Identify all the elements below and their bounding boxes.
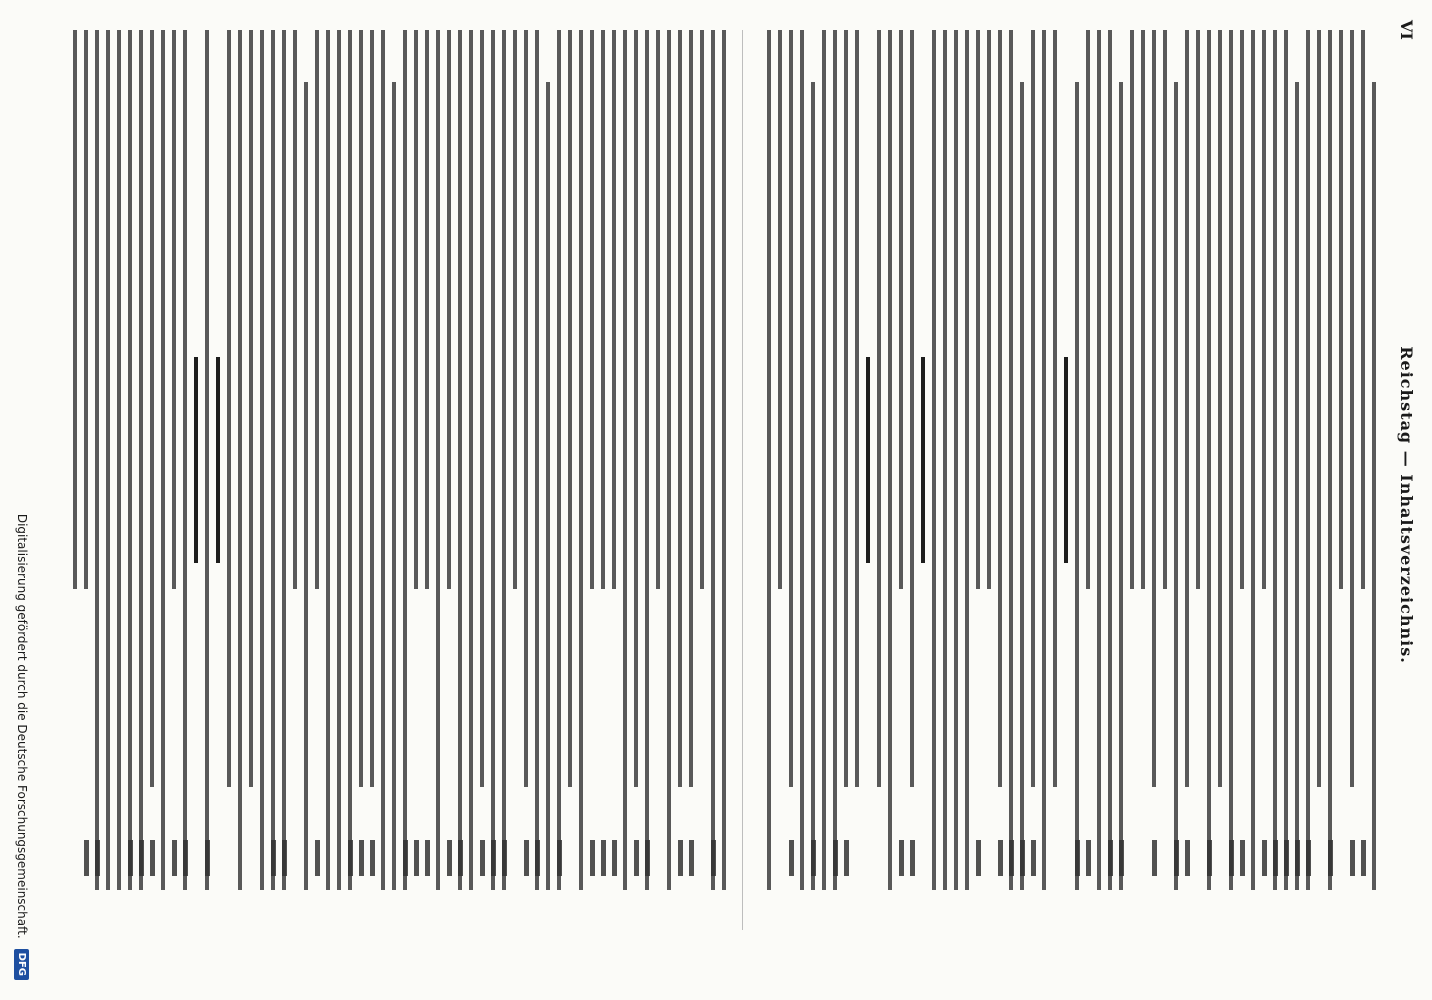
- text-line: [238, 30, 242, 890]
- text-line: [95, 30, 99, 890]
- text-line: [436, 30, 440, 890]
- page-number-entry: [678, 840, 683, 876]
- left-text-column: [760, 30, 1380, 890]
- page-number-entry: [425, 840, 430, 876]
- page-number-entry: [414, 840, 419, 876]
- page-number-entry: [502, 840, 507, 876]
- page-number-entry: [833, 840, 838, 876]
- text-line: [976, 30, 980, 890]
- text-line: [1295, 30, 1299, 890]
- text-line: [1284, 30, 1288, 890]
- text-line: [293, 30, 297, 890]
- footer: [8, 20, 36, 980]
- page-number-entry: [1075, 840, 1080, 876]
- text-line: [1020, 30, 1024, 890]
- page-number-entry: [524, 840, 529, 876]
- page-number-entry: [601, 840, 606, 876]
- text-line: [260, 30, 264, 890]
- text-line: [568, 30, 572, 890]
- text-line: [1075, 30, 1079, 890]
- text-line: [480, 30, 484, 890]
- text-line: [249, 30, 253, 890]
- page-number-entry: [458, 840, 463, 876]
- text-line: [194, 30, 198, 890]
- text-line: [667, 30, 671, 890]
- text-line: [172, 30, 176, 890]
- page-number-entry: [1306, 840, 1311, 876]
- page-title: Reichstag — Inhaltsverzeichnis.: [1397, 346, 1417, 664]
- text-line: [954, 30, 958, 890]
- page-number-entry: [976, 840, 981, 876]
- page-number-entry: [612, 840, 617, 876]
- text-line: [1108, 30, 1112, 890]
- text-line: [381, 30, 385, 890]
- page-number-entry: [711, 840, 716, 876]
- text-line: [634, 30, 638, 890]
- page-number-entry: [899, 840, 904, 876]
- dfg-logo: DFG: [15, 949, 30, 980]
- text-line: [1031, 30, 1035, 890]
- text-line: [1218, 30, 1222, 890]
- text-line: [689, 30, 693, 890]
- text-line: [998, 30, 1002, 890]
- text-line: [866, 30, 870, 890]
- page-number-entry: [844, 840, 849, 876]
- text-line: [1251, 30, 1255, 890]
- column-divider: [742, 30, 743, 930]
- page-number-entry: [315, 840, 320, 876]
- text-line: [1361, 30, 1365, 890]
- text-line: [711, 30, 715, 890]
- page-number-entry: [1185, 840, 1190, 876]
- text-line: [524, 30, 528, 890]
- text-line: [623, 30, 627, 890]
- right-page-numbers: [60, 820, 730, 900]
- page-number-entry: [590, 840, 595, 876]
- page-number-entry: [789, 840, 794, 876]
- text-line: [73, 30, 77, 890]
- text-line: [910, 30, 914, 890]
- page-number-entry: [998, 840, 1003, 876]
- text-line: [205, 30, 209, 890]
- text-line: [1009, 30, 1013, 890]
- text-line: [579, 30, 583, 890]
- page-number-entry: [1174, 840, 1179, 876]
- text-line: [833, 30, 837, 890]
- text-line: [789, 30, 793, 890]
- page-number-entry: [1273, 840, 1278, 876]
- text-line: [888, 30, 892, 890]
- page-number-entry: [1295, 840, 1300, 876]
- page-number-entry: [139, 840, 144, 876]
- text-line: [1130, 30, 1134, 890]
- text-line: [1086, 30, 1090, 890]
- page-number-entry: [84, 840, 89, 876]
- page-number-entry: [1086, 840, 1091, 876]
- page-number-entry: [634, 840, 639, 876]
- page-number-entry: [447, 840, 452, 876]
- text-line: [535, 30, 539, 890]
- text-line: [502, 30, 506, 890]
- page-number-entry: [370, 840, 375, 876]
- text-line: [271, 30, 275, 890]
- text-line: [1240, 30, 1244, 890]
- text-line: [722, 30, 726, 890]
- text-line: [965, 30, 969, 890]
- page-number-entry: [491, 840, 496, 876]
- page-number-entry: [1152, 840, 1157, 876]
- page-number-entry: [348, 840, 353, 876]
- text-line: [767, 30, 771, 890]
- page-number-entry: [689, 840, 694, 876]
- text-line: [282, 30, 286, 890]
- text-line: [645, 30, 649, 890]
- page-number-entry: [1350, 840, 1355, 876]
- text-line: [1317, 30, 1321, 890]
- text-line: [855, 30, 859, 890]
- text-line: [800, 30, 804, 890]
- text-line: [1119, 30, 1123, 890]
- text-line: [117, 30, 121, 890]
- page-number-entry: [1207, 840, 1212, 876]
- page-number-entry: [910, 840, 915, 876]
- text-line: [1185, 30, 1189, 890]
- text-line: [337, 30, 341, 890]
- text-line: [899, 30, 903, 890]
- text-line: [932, 30, 936, 890]
- page-number-entry: [1240, 840, 1245, 876]
- text-line: [1273, 30, 1277, 890]
- text-line: [304, 30, 308, 890]
- text-line: [370, 30, 374, 890]
- page-number: VI: [1397, 20, 1417, 40]
- text-line: [150, 30, 154, 890]
- footer-text: Digitalisierung gefördert durch die Deutsche Forschungsgemeinschaft.: [15, 513, 29, 939]
- page-number-entry: [645, 840, 650, 876]
- text-line: [106, 30, 110, 890]
- page-number-entry: [1020, 840, 1025, 876]
- text-line: [216, 30, 220, 890]
- text-line: [161, 30, 165, 890]
- text-line: [139, 30, 143, 890]
- text-line: [546, 30, 550, 890]
- text-line: [822, 30, 826, 890]
- page-number-entry: [535, 840, 540, 876]
- page-number-entry: [205, 840, 210, 876]
- page-number-entry: [1031, 840, 1036, 876]
- page-number-entry: [271, 840, 276, 876]
- text-line: [778, 30, 782, 890]
- text-line: [425, 30, 429, 890]
- page-number-entry: [557, 840, 562, 876]
- page-number-entry: [282, 840, 287, 876]
- text-line: [183, 30, 187, 890]
- text-line: [469, 30, 473, 890]
- text-line: [844, 30, 848, 890]
- left-page-numbers: [760, 820, 1380, 900]
- text-line: [1163, 30, 1167, 890]
- page-header: [1392, 20, 1422, 920]
- text-line: [128, 30, 132, 890]
- page-number-entry: [1361, 840, 1366, 876]
- text-line: [315, 30, 319, 890]
- text-line: [987, 30, 991, 890]
- text-line: [1306, 30, 1310, 890]
- text-line: [1350, 30, 1354, 890]
- text-line: [612, 30, 616, 890]
- text-line: [601, 30, 605, 890]
- text-line: [414, 30, 418, 890]
- page-number-entry: [1229, 840, 1234, 876]
- text-line: [943, 30, 947, 890]
- text-line: [811, 30, 815, 890]
- text-line: [1174, 30, 1178, 890]
- text-line: [1339, 30, 1343, 890]
- text-line: [678, 30, 682, 890]
- text-line: [700, 30, 704, 890]
- text-line: [656, 30, 660, 890]
- page-number-entry: [403, 840, 408, 876]
- text-line: [1262, 30, 1266, 890]
- page-number-entry: [1328, 840, 1333, 876]
- text-line: [557, 30, 561, 890]
- text-line: [1053, 30, 1057, 890]
- text-line: [877, 30, 881, 890]
- text-line: [1141, 30, 1145, 890]
- page-number-entry: [480, 840, 485, 876]
- text-line: [326, 30, 330, 890]
- text-line: [1229, 30, 1233, 890]
- text-line: [359, 30, 363, 890]
- text-line: [491, 30, 495, 890]
- right-text-column: [60, 30, 730, 890]
- text-line: [921, 30, 925, 890]
- page-number-entry: [1009, 840, 1014, 876]
- page-number-entry: [150, 840, 155, 876]
- page-number-entry: [95, 840, 100, 876]
- page-number-entry: [1119, 840, 1124, 876]
- text-line: [447, 30, 451, 890]
- page-number-entry: [1262, 840, 1267, 876]
- text-line: [1064, 30, 1068, 890]
- text-line: [1328, 30, 1332, 890]
- text-line: [348, 30, 352, 890]
- page-number-entry: [359, 840, 364, 876]
- page-number-entry: [811, 840, 816, 876]
- text-line: [1372, 30, 1376, 890]
- text-line: [458, 30, 462, 890]
- text-line: [1152, 30, 1156, 890]
- text-line: [513, 30, 517, 890]
- text-line: [1207, 30, 1211, 890]
- page-number-entry: [172, 840, 177, 876]
- page-number-entry: [128, 840, 133, 876]
- text-line: [84, 30, 88, 890]
- text-line: [1097, 30, 1101, 890]
- text-line: [403, 30, 407, 890]
- page-number-entry: [1108, 840, 1113, 876]
- text-line: [1042, 30, 1046, 890]
- text-line: [1196, 30, 1200, 890]
- page-number-entry: [183, 840, 188, 876]
- page-number-entry: [1284, 840, 1289, 876]
- text-line: [392, 30, 396, 890]
- text-line: [227, 30, 231, 890]
- text-line: [590, 30, 594, 890]
